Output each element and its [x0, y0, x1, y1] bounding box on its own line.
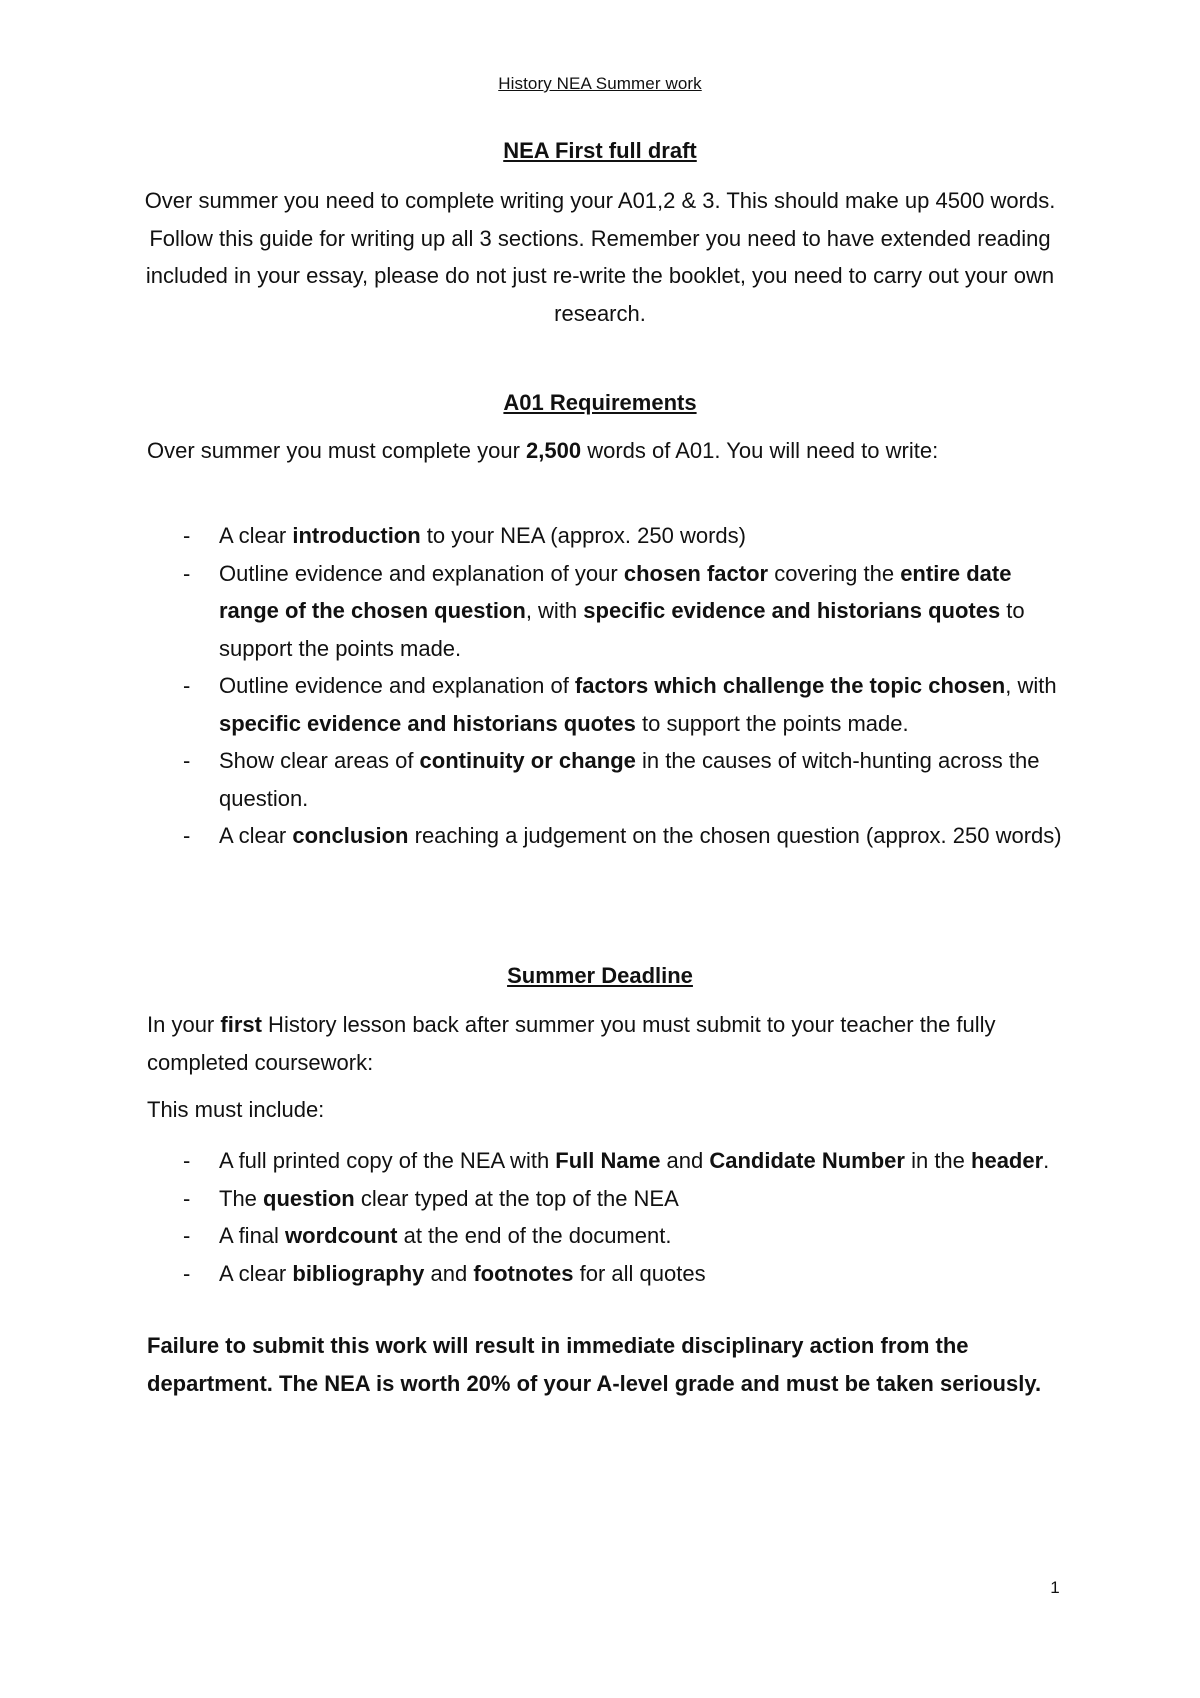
list-item [147, 742, 1077, 817]
emphasis-text: question [263, 1185, 355, 1211]
item-text: , with [525, 598, 584, 623]
item-text: clear typed at the top of the NEA [354, 1185, 679, 1211]
deadline-intro [147, 1006, 1067, 1081]
emphasis-text: header [971, 1148, 1044, 1173]
list-item [147, 1255, 1077, 1293]
a01-word-count: 2,500 [526, 438, 582, 463]
item-text: A clear [219, 523, 293, 548]
bullet-dash: - [183, 748, 191, 773]
item-text: to support the points made. [635, 710, 909, 736]
list-item [147, 555, 1077, 668]
a01-requirements-list [147, 517, 1077, 855]
item-text: and [660, 1148, 710, 1173]
item-text: Outline evidence and explanation of [219, 673, 575, 698]
a01-intro [147, 432, 1067, 470]
emphasis-text: factors which challenge the topic chosen [574, 673, 1006, 698]
list-item [147, 1180, 1077, 1218]
deadline-intro-text-end: History lesson back after summer you must submit to your teacher the fully completed coursework: [147, 1012, 996, 1075]
include-label: This must include: [147, 1097, 325, 1122]
item-text: to support the points made. [219, 598, 1025, 661]
bullet-dash: - [183, 1185, 191, 1211]
emphasis-text: Full Name [555, 1148, 661, 1173]
bullet-dash: - [183, 823, 191, 848]
item-text: A clear [219, 1260, 293, 1286]
item-text: and [424, 1260, 474, 1286]
bullet-dash: - [183, 523, 191, 548]
emphasis-text: bibliography [292, 1260, 425, 1286]
item-text: in the causes of witch-hunting across the question. [219, 748, 1040, 811]
emphasis-text: continuity or change [419, 748, 636, 773]
emphasis-text: wordcount [285, 1223, 398, 1248]
bullet-dash: - [183, 673, 191, 698]
item-text: at the end of the document. [397, 1223, 672, 1248]
item-text: A clear [219, 823, 293, 848]
item-text: A final [219, 1223, 286, 1248]
a01-intro-text-end: words of A01. You will need to write: [581, 438, 939, 463]
heading-summer-deadline: Summer Deadline [507, 963, 693, 988]
emphasis-text: chosen factor [623, 560, 769, 586]
list-item [147, 517, 1077, 555]
emphasis-text: specific evidence and historians quotes [583, 598, 1001, 623]
item-text: in the [904, 1148, 972, 1173]
emphasis-text: footnotes [473, 1260, 574, 1286]
emphasis-text: Candidate Number [709, 1148, 905, 1173]
item-text: Show clear areas of [219, 748, 420, 773]
item-text: to your NEA (approx. 250 words) [420, 523, 746, 548]
item-text: reaching a judgement on the chosen question (approx. 250 words) [408, 823, 1062, 848]
heading-a01-requirements: A01 Requirements [503, 390, 697, 415]
item-text: The [219, 1185, 264, 1211]
item-text: Outline evidence and explanation of your [219, 560, 624, 586]
emphasis-text: introduction [292, 523, 421, 548]
deadline-first-emphasis: first [220, 1012, 262, 1037]
bullet-dash: - [183, 1260, 191, 1286]
deadline-intro-text: In your [147, 1012, 221, 1037]
a01-intro-text: Over summer you must complete your [147, 438, 527, 463]
emphasis-text: conclusion [292, 823, 409, 848]
submission-checklist [147, 1142, 1077, 1292]
emphasis-text: specific evidence and historians quotes [219, 710, 636, 736]
disciplinary-warning: Failure to submit this work will result in immediate disciplinary action from the department. The NEA is worth 20% of your A-level grade and must be taken seriously. [147, 1333, 1042, 1396]
list-item [147, 667, 1077, 742]
item-text: covering the [768, 560, 901, 586]
document-header: History NEA Summer work [498, 74, 702, 93]
list-item [147, 1217, 1077, 1255]
bullet-dash: - [183, 1148, 191, 1173]
draft-instructions: Over summer you need to complete writing your A01,2 & 3. This should make up 4500 words. Follow this guide for writing up all 3 sections. Remember you need to have extended reading included in your essay, please do not just re-write the booklet, you need to carry out your own research. [144, 188, 1056, 326]
bullet-dash: - [183, 1223, 191, 1248]
item-text: , with [1005, 673, 1057, 698]
bullet-dash: - [183, 560, 191, 586]
heading-first-draft: NEA First full draft [503, 138, 697, 163]
item-text: . [1043, 1148, 1050, 1173]
item-text: A full printed copy of the NEA with [219, 1148, 556, 1173]
emphasis-text: entire date range of the chosen question [219, 560, 1012, 623]
page-number: 1 [1050, 1578, 1060, 1597]
item-text: for all quotes [573, 1260, 706, 1286]
list-item [147, 1142, 1077, 1180]
list-item [147, 817, 1077, 855]
